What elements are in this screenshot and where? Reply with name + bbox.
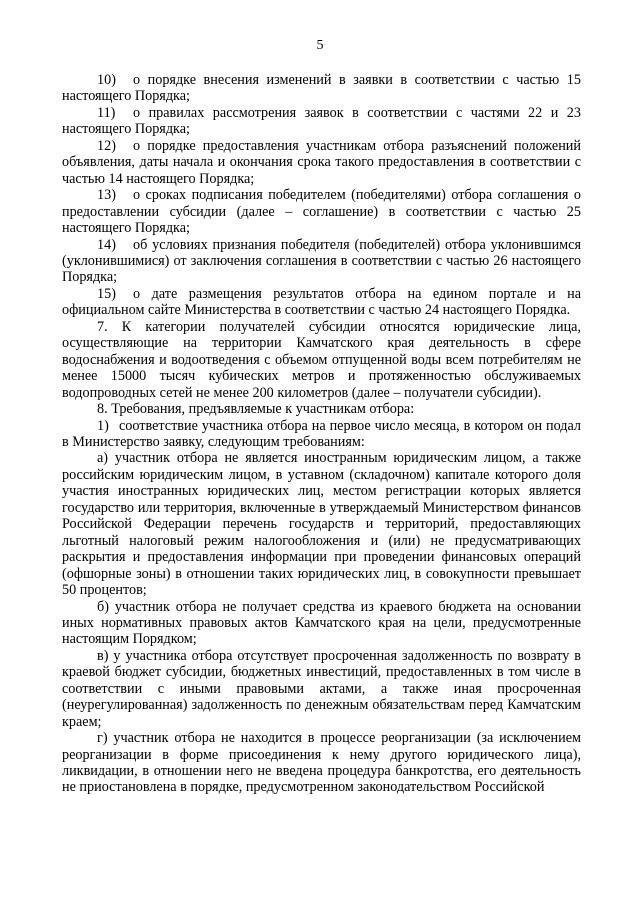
- list-item-1: [62, 418, 581, 451]
- item-number: 12): [97, 137, 116, 154]
- list-item-13: [62, 187, 581, 236]
- paragraph-8: [62, 401, 581, 417]
- item-number: 15): [97, 285, 116, 302]
- paragraph-7: [62, 319, 581, 401]
- list-item-11: [62, 105, 581, 138]
- subitem-a: [62, 450, 581, 598]
- page-number: 5: [316, 38, 324, 53]
- item-text: о порядке внесения изменений в заявки в соответствии с частью 15 настоящего Порядка;: [62, 72, 581, 105]
- paragraph-text: 8. Требования, предъявляемые к участникам отбора:: [97, 401, 415, 418]
- paragraph-text: а) участник отбора не является иностранным юридическим лицом, а также российским юридическим лицом, в уставном (складочном) капитале которого доля участия иностранных юридических лиц, местом регистрации которых является государство или территория, включенные в утверждаемый Министерством финансов Российской Федерации перечень государств и территорий, предоставляющих льготный налоговый режим налогообложения и (или) не предусматривающих раскрытия и предоставления информации при проведении финансовых операций (офшорные зоны) в отношении таких юридических лиц, в совокупности превышает 50 процентов;: [62, 450, 581, 599]
- subitem-v: [62, 648, 581, 730]
- item-number: 10): [97, 72, 116, 88]
- paragraph-text: г) участник отбора не находится в процессе реорганизации (за исключением реорганизации в форме присоединения к нему другого юридического лица), ликвидации, в отношении него не введена процедура банкротства, его деятельность не приостановлена в порядке, предусмотренном законодательством Российской: [62, 730, 581, 796]
- paragraph-text: б) участник отбора не получает средства из краевого бюджета на основании иных нормативных правовых актов Камчатского края на цели, предусмотренные настоящим Порядком;: [62, 598, 581, 648]
- subitem-g: [62, 730, 581, 796]
- item-number: 1): [97, 417, 109, 434]
- item-text: о правилах рассмотрения заявок в соответствии с частями 22 и 23 настоящего Порядка;: [62, 104, 581, 138]
- item-number: 11): [97, 104, 116, 121]
- item-text: о сроках подписания победителем (победителями) отбора соглашения о предоставлении субсидии (далее – соглашение) в соответствии с частью 25 настоящего Порядка;: [62, 187, 581, 237]
- paragraph-text: 7. К категории получателей субсидии относятся юридические лица, осуществляющие на территории Камчатского края деятельность в сфере водоснабжения и водоотведения с объемом отпущенной воды всем потребителям не менее 15000 тысяч кубических метров и протяженностью обслуживаемых водопроводных сетей не менее 200 километров (далее – получатели субсидии).: [62, 318, 581, 401]
- paragraph-text: в) у участника отбора отсутствует просроченная задолженность по возврату в краевой бюджет субсидии, бюджетных инвестиций, предоставленных в том числе в соответствии с иными правовыми актами, а также иная просроченная (неурегулированная) задолженность по денежным обязательствам перед Камчатским краем;: [62, 647, 581, 730]
- list-item-10: [62, 72, 581, 105]
- item-text: о дате размещения результатов отбора на едином портале и на официальном сайте Министерства в соответствии с частью 24 настоящего Порядка.: [62, 285, 581, 319]
- subitem-b: [62, 599, 581, 648]
- item-number: 14): [97, 236, 116, 253]
- item-text: о порядке предоставления участникам отбора разъяснений положений объявления, даты начала и окончания срока такого предоставления в соответствии с частью 14 настоящего Порядка;: [62, 137, 581, 187]
- list-item-15: [62, 286, 581, 319]
- document-body: [62, 72, 581, 796]
- list-item-14: [62, 237, 581, 286]
- list-item-12: [62, 138, 581, 187]
- item-text: соответствие участника отбора на первое число месяца, в котором он подал в Министерство заявку, следующим требованиям:: [62, 417, 581, 450]
- item-number: 13): [97, 187, 116, 204]
- item-text: об условиях признания победителя (победителей) отбора уклонившимся (уклонившимися) от заключения соглашения в соответствии с частью 26 настоящего Порядка;: [62, 236, 581, 286]
